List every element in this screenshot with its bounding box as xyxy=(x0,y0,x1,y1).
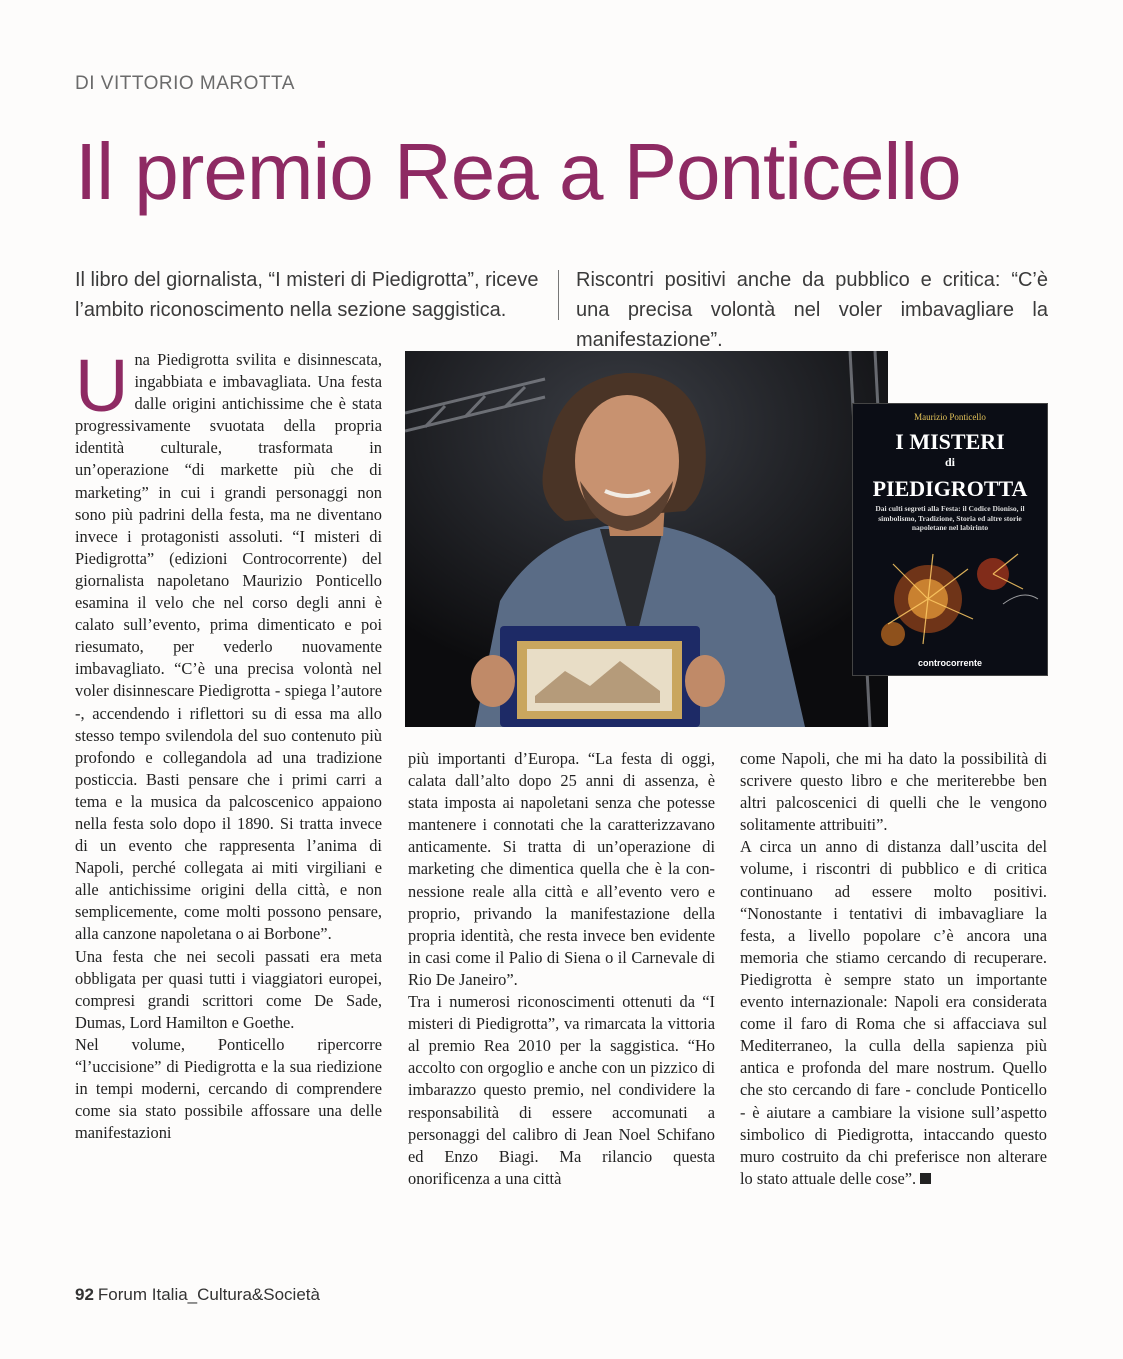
deck-right: Riscontri positivi anche da pubblico e critica: “C’è una precisa volontà nel voler imbavagliare la manifestazione”. xyxy=(576,269,1048,351)
article-paragraph: più importanti d’Europa. “La festa di oggi, calata dall’alto dopo 25 anni di assenza, è stata imposta ai napoletani senza che potesse mantenere i connotati che la caratterizzavano anticamente. Si tratta di un’operazione di marketing che dimentica quella che è la connessione reale alla città e all’evento vero e proprio, privando la manifestazione della propria identità, che resta invece ben evidente in casi come il Palio di Siena o il Carnevale di Rio De Janeiro”. xyxy=(408,749,715,989)
article-column-2 xyxy=(408,748,715,1190)
book-cover-art xyxy=(853,404,1047,675)
book-title-line2: di xyxy=(944,455,956,469)
end-of-article-mark xyxy=(920,1173,931,1184)
article-paragraph: Tra i numerosi riconoscimenti ottenuti da “I misteri di Piedigrotta”, va rimarcata la vittoria al premio Rea 2010 per la saggistica. “Ho accolto con orgoglio e anche con un pizzico di imbarazzo questo premio, nel condividere la responsabilità di essere accomunati a personaggi del calibro di Jean Noel Schifano ed Enzo Biagi. Ma rilancio questa onorificenza a una città xyxy=(408,992,715,1188)
article-paragraph: come Napoli, che mi ha dato la possibilità di scrivere questo libro e che meriterebbe ben altri palcoscenici di quelli che le vengono solitamente attribuiti”. xyxy=(740,749,1047,835)
paragraph-text: na Piedigrotta svilita e disinnescata, ingabbiata e imbavagliata. Una festa dalle origini antichissime che è stata progressivamente svuotata della propria identità culturale, trasformata in un’operazione “di markette più che di marketing” in cui i grandi personaggi non sono più padrini della festa, ma ne diventano invece i protagonisti assoluti. “I misteri di Piedigrotta” (edizioni Controcorrente) del giornalista napoletano Maurizio Ponticello esamina il velo che nel corso degli anni è calato sull’evento, prima dimenticato e poi riesumato, per vederlo nuovamente imbavagliato. “C’è una precisa volontà nel voler disinnescare Piedigrotta - spiega l’autore -, accendendo i riflettori su di essa ma allo stesso tempo svilendola del suo contenuto più profondo e collegandola ad una tradizione posticcia. Basti pensare che i primi carri a tema e la musica da palcoscenico appaiono nella festa solo dopo il 1890. Si tratta invece di un evento che rappresenta l’anima di Napoli, perché collegata ai miti virgiliani e alle antichissime origini della città, e non semplicemente, come molti possono pensare, alla canzone napoletana o ai Borbone”. xyxy=(75,350,382,944)
article-paragraph: Nel volume, Ponticello ripercorre “l’uccisione” di Piedigrotta e la sua riedizione in tempi moderni, cercando di comprendere come sia stato possibile affossare una delle manifestazioni xyxy=(75,1034,382,1143)
deck-left: Il libro del giornalista, “I misteri di Piedigrotta”, riceve l’ambito riconoscimento nella sezione saggistica. xyxy=(75,269,539,321)
publication-name: Forum Italia_Cultura&Società xyxy=(97,1285,320,1304)
article-column-1 xyxy=(75,344,382,1144)
article-paragraph xyxy=(75,344,382,946)
deck-divider xyxy=(558,270,559,320)
award-photo xyxy=(405,351,888,727)
page-number: 92 xyxy=(75,1285,94,1304)
book-subtitle: Dai culti segreti alla Festa: il Codice Dioniso, il simbolismo, Tradizione, Storia ed altre storie napoletane nel labirinto xyxy=(875,504,1025,532)
article-title: Il premio Rea a Ponticello xyxy=(75,127,961,216)
paragraph-text: A circa un anno di distanza dall’uscita del volume, i riscontri di pubblico e di critica continuano ad essere molto positivi. “Nonostante i tentativi di imbavagliare la festa, a livello popolare c’è ancora una memoria che stiamo cercando di recuperare. Piedigrotta è sempre stato un importante evento internazionale: Napoli era considerata come il faro di Roma che si affacciava sul Mediterraneo, la culla della sapienza più antica e profonda del mare nostrum. Quello che sto cercando di fare - conclude Ponticello - è aiutare a cambiare la visione sull’aspetto simbolico di Piedigrotta, intaccando questo muro costruito da chi preferisce non alterare lo stato attuale delle cose”. xyxy=(740,837,1047,1188)
award-photo-illustration xyxy=(405,351,888,727)
page-footer xyxy=(75,1285,320,1305)
book-author: Maurizio Ponticello xyxy=(914,412,986,422)
book-publisher: controcorrente xyxy=(917,658,983,668)
book-title-line3: PIEDIGROTTA xyxy=(872,476,1028,501)
article-paragraph: Una festa che nei secoli passati era meta obbligata per quasi tutti i viaggiatori europei, compresi grandi scrittori come De Sade, Dumas, Lord Hamilton e Goethe. xyxy=(75,946,382,1032)
book-title-line1: I MISTERI xyxy=(895,429,1005,454)
article-paragraph xyxy=(740,836,1047,1190)
article-column-3 xyxy=(740,748,1047,1190)
book-cover xyxy=(852,403,1048,676)
drop-cap: U xyxy=(75,344,129,427)
byline: DI VITTORIO MAROTTA xyxy=(75,73,295,94)
